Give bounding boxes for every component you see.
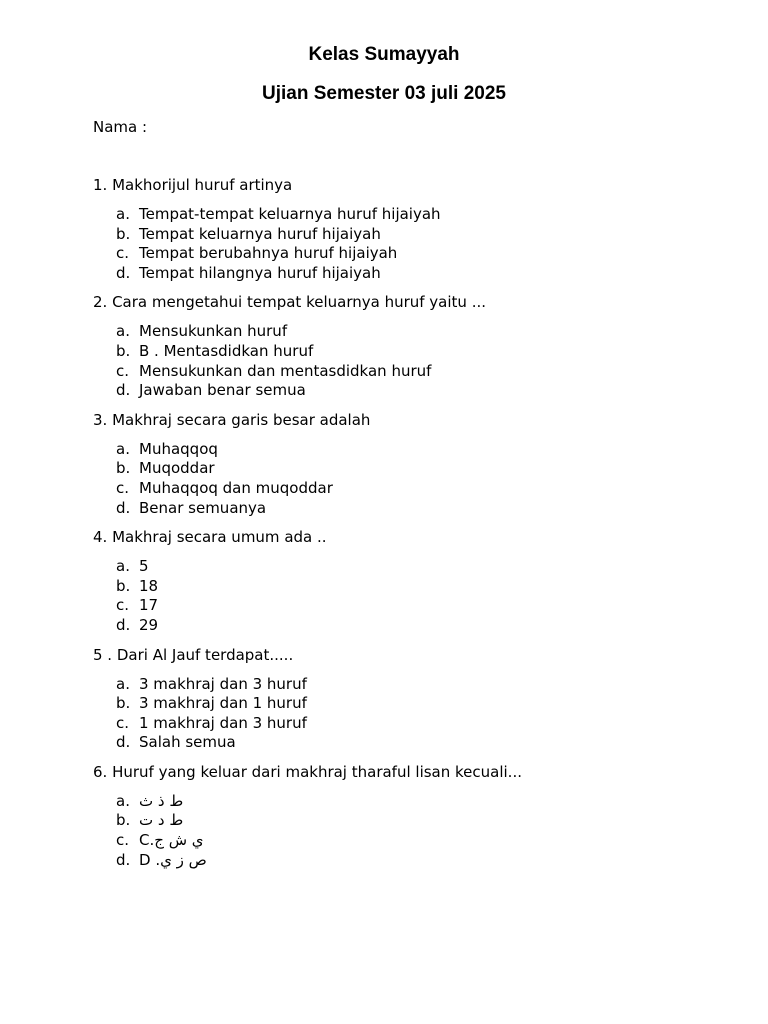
name-label: Nama :	[93, 118, 148, 136]
option-text: C.ي ش ج	[139, 831, 204, 850]
option-item	[93, 694, 733, 714]
question-text: 4. Makhraj secara umum ada ..	[93, 528, 327, 547]
question-text: 6. Huruf yang keluar dari makhraj tharaful lisan kecuali...	[93, 762, 522, 781]
option-text: 3 makhraj dan 1 huruf	[139, 694, 307, 713]
option-list	[93, 205, 733, 283]
option-list	[93, 557, 733, 635]
option-item	[93, 733, 733, 753]
page-title: Kelas Sumayyah	[308, 44, 460, 65]
option-list	[93, 322, 733, 400]
question-text: 1. Makhorijul huruf artinya	[93, 176, 293, 194]
exam-subtitle: Ujian Semester 03 juli 2025	[262, 83, 506, 104]
option-text: 18	[139, 576, 159, 595]
question-text: 3. Makhraj secara garis besar adalah	[93, 410, 371, 429]
option-item	[93, 244, 733, 264]
option-letter: b.	[116, 341, 131, 360]
option-item	[93, 577, 733, 597]
option-letter: c.	[116, 596, 130, 615]
option-item	[93, 362, 733, 382]
option-letter: d.	[116, 498, 131, 517]
option-text: ط ذ ث	[139, 791, 184, 810]
option-letter: d.	[116, 263, 131, 282]
option-letter: a.	[116, 674, 130, 693]
option-text: Jawaban benar semua	[139, 381, 306, 400]
option-item	[93, 851, 733, 871]
option-list	[93, 792, 733, 870]
question-1	[93, 176, 733, 283]
option-letter: b.	[116, 576, 131, 595]
option-text: Tempat-tempat keluarnya huruf hijaiyah	[139, 205, 441, 223]
option-letter: c.	[116, 831, 130, 850]
option-item	[93, 459, 733, 479]
question-6	[93, 763, 733, 870]
option-text: B . Mentasdidkan huruf	[139, 341, 314, 360]
question-5	[93, 646, 733, 753]
option-item	[93, 675, 733, 695]
question-list	[93, 176, 733, 880]
option-item	[93, 264, 733, 284]
option-letter: d.	[116, 850, 131, 869]
option-item	[93, 322, 733, 342]
option-text: Mensukunkan dan mentasdidkan huruf	[139, 361, 432, 380]
question-text: 5 . Dari Al Jauf terdapat.....	[93, 645, 294, 664]
option-text: Muqoddar	[139, 459, 215, 478]
option-letter: b.	[116, 694, 131, 713]
option-letter: a.	[116, 322, 130, 341]
option-text: Tempat keluarnya huruf hijaiyah	[139, 224, 381, 243]
option-letter: b.	[116, 811, 131, 830]
question-3	[93, 411, 733, 518]
option-text: 3 makhraj dan 3 huruf	[139, 674, 307, 693]
option-letter: b.	[116, 224, 131, 243]
option-text: Muhaqqoq	[139, 439, 218, 458]
option-text: 5	[139, 557, 149, 576]
option-item	[93, 557, 733, 577]
option-text: 1 makhraj dan 3 huruf	[139, 713, 307, 732]
question-4	[93, 528, 733, 635]
option-text: Tempat hilangnya huruf hijaiyah	[139, 263, 381, 282]
question-2	[93, 293, 733, 400]
option-letter: d.	[116, 381, 131, 400]
option-item	[93, 831, 733, 851]
option-text: ط د ت	[139, 811, 184, 830]
option-letter: a.	[116, 205, 130, 223]
option-list	[93, 675, 733, 753]
option-text: 17	[139, 596, 159, 615]
option-text: Muhaqqoq dan muqoddar	[139, 478, 333, 497]
option-letter: d.	[116, 733, 131, 752]
option-item	[93, 205, 733, 225]
option-item	[93, 381, 733, 401]
option-item	[93, 479, 733, 499]
option-item	[93, 225, 733, 245]
option-letter: d.	[116, 615, 131, 634]
option-item	[93, 342, 733, 362]
option-text: Salah semua	[139, 733, 236, 752]
option-item	[93, 616, 733, 636]
option-letter: a.	[116, 439, 130, 458]
option-letter: a.	[116, 791, 130, 810]
option-letter: c.	[116, 478, 130, 497]
option-text: D .ص ز ي	[139, 850, 207, 869]
option-text: Tempat berubahnya huruf hijaiyah	[139, 244, 398, 263]
option-text: Benar semuanya	[139, 498, 267, 517]
option-letter: b.	[116, 459, 131, 478]
option-item	[93, 499, 733, 519]
option-letter: c.	[116, 361, 130, 380]
option-letter: c.	[116, 244, 130, 263]
option-letter: c.	[116, 713, 130, 732]
option-item	[93, 714, 733, 734]
question-text: 2. Cara mengetahui tempat keluarnya huruf yaitu ...	[93, 293, 487, 312]
option-text: Mensukunkan huruf	[139, 322, 288, 341]
option-list	[93, 440, 733, 518]
option-item	[93, 792, 733, 812]
option-letter: a.	[116, 557, 130, 576]
option-text: 29	[139, 615, 159, 634]
option-item	[93, 440, 733, 460]
option-item	[93, 596, 733, 616]
option-item	[93, 811, 733, 831]
